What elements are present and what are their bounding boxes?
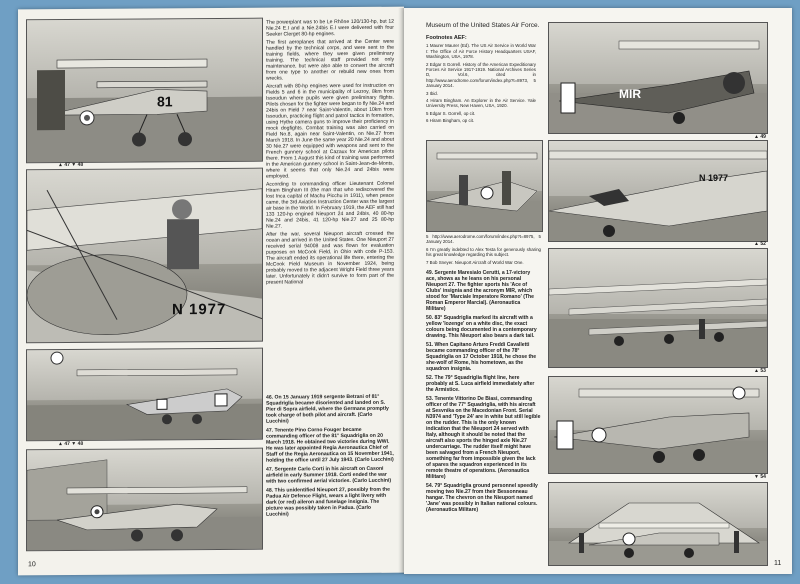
photo-captured-nieuport <box>26 348 263 442</box>
photo-she-wolf <box>548 140 768 242</box>
biplane-illustration <box>27 19 262 163</box>
photo-bessonneau-hangar <box>548 482 768 566</box>
aircraft-number: 81 <box>157 93 173 110</box>
page-number: 11 <box>774 560 782 567</box>
photo-nieuport-81 <box>26 18 263 164</box>
right-page <box>404 8 792 574</box>
photo-flight-line <box>548 248 768 368</box>
debiasi-aircraft-illustration <box>549 377 767 473</box>
photo-captions <box>426 270 541 516</box>
photo-de-biasi <box>548 376 768 474</box>
reference-note: 7 Bob Sneyer. Nieuport Aircraft of World War One. <box>426 259 524 265</box>
photo-corti-aircraft <box>26 448 263 552</box>
aircraft-serial: N 1977 <box>172 300 227 319</box>
footnotes-title: Footnotes AEF: <box>426 35 467 41</box>
caption: 47. Tenente Pino Corno Fouger became commanding officer of the 81° Squadriglia on 20 March 1918. He obtained two victories during WWI. He was later appointed Regia Aeronautica Chief of Staff of the Regia Aeronautica on 15 November 1941, holding the office until 27 July 1943. (Carlo Lucchini) <box>266 426 394 464</box>
left-page <box>18 7 404 576</box>
photo-tag: ▲ 47 ▼ 48 <box>58 440 84 448</box>
photo-tag: ▲ 53 <box>754 368 766 374</box>
photo-83-squadriglia <box>426 140 543 232</box>
body-paragraph: After the war, several Nieuport aircraft crossed the ocean and arrived in the United States. One Nieuport 27 received serial 94008 and was flown for evaluation purposes on McCook Field, in Ohio with code P-153. The aircraft ended its operational life there, entering the McCook Field Museum in November 1924, being probably moved to the adjacent Wright Field three years later. Unfortunately it didn't survive to form part of the present National <box>266 230 394 286</box>
bessonneau-illustration <box>549 483 767 565</box>
caption: 46. On 15 January 1919 sergente Betrani of 81° Squadriglia became disoriented and landed on S. Pier di Sopra airfield, where the Germans promptly took charge of both pilot and aircraft. (Carlo Lucchini) <box>266 393 389 425</box>
footnote: 6 Hiram Bingham, op cit. <box>426 118 475 124</box>
pilot-illustration <box>27 169 262 343</box>
caption: 51. When Capitano Arturo Freddi Cavalletti became commanding officer of the 78° Squadriglia on 17 October 1918, he chose the she-wolf of Rome, his hometown, as the squadron insignia. <box>426 342 537 372</box>
footnote: 1 Maurer Maurer (Ed). The US Air Service in World War I: The Office of Air Force History Headquarters USAF, Washington, USA, 1978. <box>426 43 536 60</box>
wolf-aircraft-illustration <box>549 141 767 241</box>
thanks-note: 6 I'm greatly indebted to Alex Testa for generously sharing his great knowledge regarding this subject. <box>426 246 541 258</box>
running-text: Museum of the United States Air Force. <box>426 22 540 29</box>
caption: 47. Sergente Carlo Corti in his aircraft on Casoni airfield in early Summer 1918. Corti ended the war with two confirmed aerial victories. (Carlo Lucchini) <box>266 465 392 485</box>
caption: 53. Tenente Vittorino De Biasi, commanding officer of the 77° Squadriglia, with his aircraft at Sesvnika on the Macedonian Front. Serial N3974 and 'Type 24' are in white but still legible on the rudder. This is the only known indication that the Nieuport 24 served with Italy, although it should be noted that the aircraft also sports the hinged axle Nie.27 undercarriage. The rudder itself might have been salvaged from a French Nieuport, something far from impossible given the lack of spares the squadron experienced in its remote theatre of operations. (Aeronautica Militare) <box>426 396 541 480</box>
body-paragraph: The powerplant was to be Le Rhône 120/130-hp, but 12 Nie.24 E.I and a Nie.24bis E.I were delivered with four Seeker Clerget 80-hp engines. <box>266 18 394 38</box>
photo-cerutti-mir <box>548 22 768 134</box>
mir-aircraft-illustration <box>549 23 767 133</box>
photo-tag: ▲ 52 <box>754 241 766 247</box>
photo-captions <box>266 394 394 521</box>
caption: 49. Sergente Maresialo Cerutti, a 17-victory ace, shows as he leans on his personal Nieuport 27. The fighter sports his 'Ace of Clubs' insignia and the acronym MIR, which stood for 'Marciale Imperatore Romano' (The Roman Emperor Marcial). (Aeronautica Militare) <box>426 270 534 312</box>
body-paragraph: According to commanding officer Lieutenant Colonel Hiram Bingham III (the man that who rediscovered the lost Inca capital of Machu Picchu in 1911), when peace came, the 3rd Aviation Instruction Center was the largest air base in the World. In February 1919, the AEF still had 133 120-hp engined Nieuport 24 and 24bis, 40 80-hp Nie.24 and 24bis, 41 120-hp Nie.27 and 25 80-hp Nie.27. <box>266 180 394 230</box>
caption: 54. 79° Squadriglia ground personnel speedily moving two Nie.27 from their Bessonneau hangar. The chevron on the Nieuport named 'Jane' was possibly in Italian national colours. (Aeronautica Militare) <box>426 483 538 513</box>
body-paragraph: Aircraft with 80-hp engines were used for instruction on Fields 5 and 6 in the municipality of Lezroy, 8km from Issoudun where pupils were given preliminary flights. Pilots chosen for the fighter were began to fly Nie.24 and 24bis on Field 7 near Saint-Valentin, about 10km from Issoudun, practicing flight and patrol tactics in formation, using Hythe camera guns to improve their proficiency in mock dogfights. Combat training was also carried on Field No.8, again near Saint-Valentin, on Nie.27 from March 1918. In June the same year 20 Nie.24 and about 30 Nie.27 were equipped with weapons and sent to the French gunnery school at Cazaux for American pilots there. From 1 August this kind of training was performed in the American gunnery school in Saint-Jean-de-Monts, where it seems that only Nie.24 and 24bis were employed. <box>266 82 394 180</box>
caption: 52. The 79° Squadriglia flight line, here probably at S. Luca airfield immediately after the Armistice. <box>426 375 535 393</box>
page-number: 10 <box>28 561 36 569</box>
photo-pilot-cockpit <box>26 168 263 344</box>
flightline-illustration <box>549 249 767 367</box>
fuselage-code: MIR <box>619 87 641 101</box>
footnote: 2 Edgar S Gorrell. History of the American Expeditionary Forces Air Service 1917-1919. National Archives Series D, Vol.6, cited in http://www.aerodrome.com/forum/index.php?t=8973, 5 January 2014. <box>426 61 536 89</box>
photo-tag: ▼ 54 <box>754 474 766 480</box>
photo-tag: ▲ 47 ▼ 48 <box>58 161 84 169</box>
caption: 50. 83° Squadriglia marked its aircraft with a yellow 'lozenge' on a white disc, the exact colours being documented in a contemporary drawing. This Nieuport also bears a dark tail. <box>426 315 537 339</box>
source-notes <box>426 234 541 267</box>
body-paragraph: The first aeroplanes that arrived at the Center were handled by the technical corps, and were sent to the training fields, where they were given preliminary training. The technical staff provided not only maintenance, but were also able to convert the aircraft from one type to another or rebuild new ones from wrecks. <box>266 38 394 82</box>
footnote: 3 Ibid. <box>426 90 438 96</box>
aircraft-serial: N 1977 <box>699 173 729 183</box>
group-illustration <box>427 141 542 231</box>
hangar-illustration <box>27 449 262 551</box>
footnote: 5 Edgar S. Gorrell, op cit. <box>426 110 476 116</box>
body-text-column <box>266 19 394 288</box>
footnote: 4 Hiram Bingham. An Explorer in the Air Service. Yale University Press, New Haven, USA, 1920. <box>426 98 536 109</box>
web-note: 5 http://www.aerodrome.com/forum/index.php?t=8975, 5 January 2014. <box>426 234 541 245</box>
caption: 48. This unidentified Nieuport 27, possibly from the Padua Air Defence Flight, wears a light livery with dark (or red) aileron and fuselage insignia. The picture was possibly taken in Padua. (Carlo Lucchini) <box>266 486 390 518</box>
airfield-illustration <box>27 349 262 441</box>
footnotes <box>426 36 536 126</box>
photo-tag: ▲ 49 <box>754 134 766 140</box>
